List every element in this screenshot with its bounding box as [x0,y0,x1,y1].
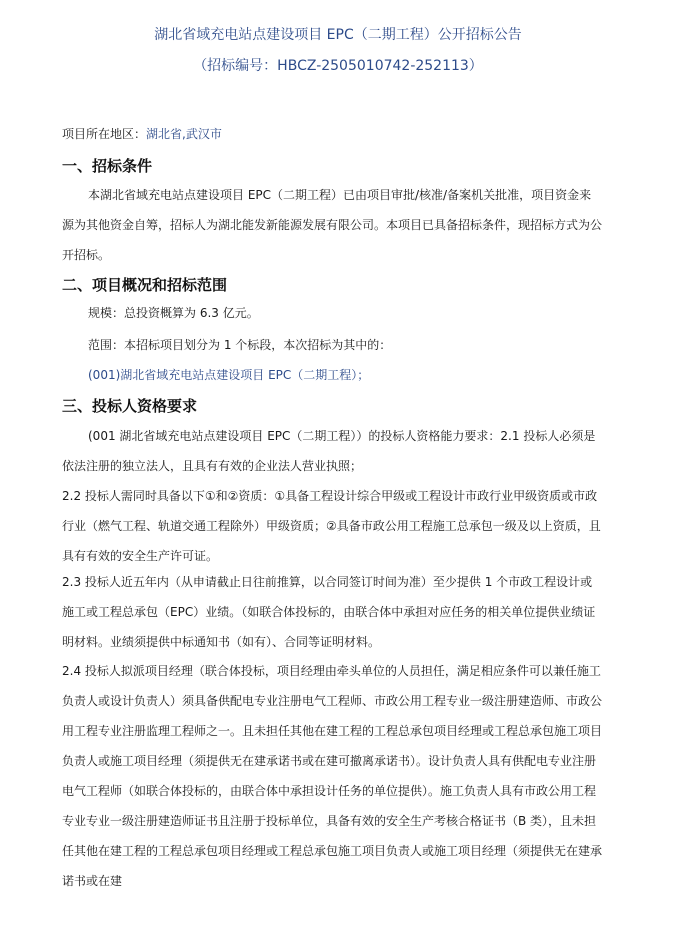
project-scope: 范围：本招标项目划分为 1 个标段，本次招标为其中的： [88,338,392,352]
project-scale: 规模：总投资概算为 6.3 亿元。 [88,306,259,320]
region-label: 项目所在地区： [62,127,147,141]
project-region [62,125,222,142]
qualification-2-2: 2.2 投标人需同时具备以下①和②资质：①具备工程设计综合甲级或工程设计市政行业甲级资质或市政行业（燃气工程、轨道交通工程除外）甲级资质；②具备市政公用工程施工总承包一级及以上资质，且具有有效的安全生产许可证。 [62,489,601,563]
qualification-2-3: 2.3 投标人近五年内（从申请截止日往前推算，以合同签订时间为准）至少提供 1 个市政工程设计或施工或工程总承包（EPC）业绩。（如联合体投标的，由联合体中承担对应任务的相关单位提供业绩证明材料。业绩须提供中标通知书（如有）、合同等证明材料。 [62,575,596,649]
project-lot: (001)湖北省域充电站点建设项目 EPC（二期工程）； [88,368,370,382]
section-heading-project-overview: 二、项目概况和招标范围 [62,276,228,294]
qualification-2-4: 2.4 投标人拟派项目经理（联合体投标，项目经理由牵头单位的人员担任，满足相应条件可以兼任施工负责人或设计负责人）须具备供配电专业注册电气工程师、市政公用工程专业一级注册建造师、市政公用工程专业注册监理工程师之一。且未担任其他在建工程的工程总承包项目经理或工程总承包施工项目负责人或施工项目经理（须提供无在建承诺书或在建可撤离承诺书）。设计负责人具有供配电专业注册电气工程师（如联合体投标的，由联合体中承担设计任务的单位提供）。施工负责人具有市政公用工程专业专业一级注册建造师证书且注册于投标单位，具备有效的安全生产考核合格证书（B 类），且未担任其他在建工程的工程总承包项目经理或工程总承包施工项目负责人或施工项目经理（须提供无在建承诺书或在建 [62,664,603,888]
section-heading-bid-conditions: 一、招标条件 [62,157,153,175]
bid-number: （招标编号：HBCZ-2505010742-252113） [193,58,483,74]
bid-conditions-text: 本湖北省域充电站点建设项目 EPC（二期工程）已由项目审批/核准/备案机关批准，项目资金来源为其他资金自筹，招标人为湖北能发新能源发展有限公司。本项目已具备招标条件，现招标方式为公开招标。 [62,188,603,262]
qualification-intro: (001 湖北省域充电站点建设项目 EPC（二期工程））的投标人资格能力要求：2.1 投标人必须是依法注册的独立法人，且具有有效的企业法人营业执照； [62,429,596,473]
region-value: 湖北省,武汉市 [146,127,222,141]
document-title: 湖北省域充电站点建设项目 EPC（二期工程）公开招标公告 [154,27,522,43]
section-heading-bidder-qualification: 三、投标人资格要求 [62,397,198,415]
